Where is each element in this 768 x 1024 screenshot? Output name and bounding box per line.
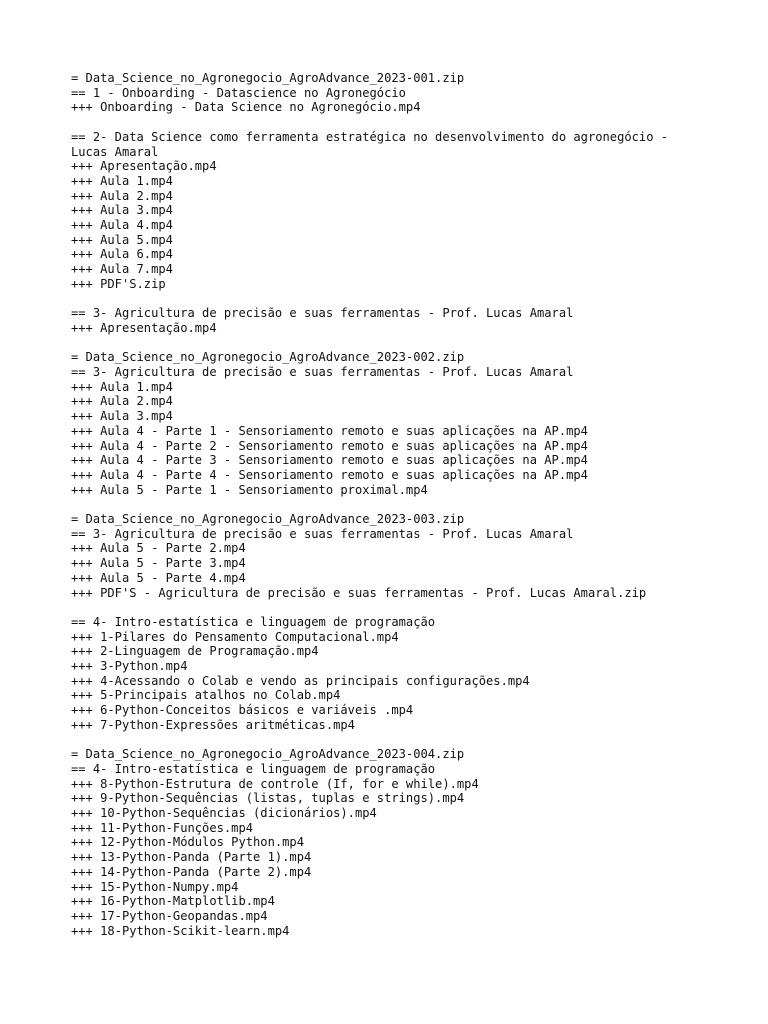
text-line: +++ PDF'S - Agricultura de precisão e suas ferramentas - Prof. Lucas Amaral.zip (71, 585, 647, 600)
text-line: == 4- Intro-estatística e linguagem de programação (71, 761, 436, 776)
text-line: +++ Aula 5 - Parte 1 - Sensoriamento proximal.mp4 (71, 482, 428, 497)
text-line: +++ Aula 5 - Parte 3.mp4 (71, 556, 246, 571)
text-line: +++ Aula 5 - Parte 2.mp4 (71, 541, 246, 556)
text-line: +++ 18-Python-Scikit-learn.mp4 (71, 923, 290, 938)
text-line: +++ 16-Python-Matplotlib.mp4 (71, 894, 275, 909)
text-line: +++ Aula 6.mp4 (71, 247, 173, 262)
text-line: +++ Aula 4 - Parte 4 - Sensoriamento remoto e suas aplicações na AP.mp4 (71, 467, 588, 482)
text-line: +++ Aula 4 - Parte 3 - Sensoriamento remoto e suas aplicações na AP.mp4 (71, 453, 588, 468)
text-line: == 3- Agricultura de precisão e suas ferramentas - Prof. Lucas Amaral (71, 306, 574, 321)
text-line: +++ 8-Python-Estrutura de controle (If, for e while).mp4 (71, 776, 479, 791)
text-line: +++ 4-Acessando o Colab e vendo as principais configurações.mp4 (71, 673, 530, 688)
text-line: +++ 17-Python-Geopandas.mp4 (71, 908, 268, 923)
text-line: +++ PDF'S.zip (71, 276, 166, 291)
text-line: +++ 2-Linguagem de Programação.mp4 (71, 644, 319, 659)
text-line: +++ 6-Python-Conceitos básicos e variáveis .mp4 (71, 703, 414, 718)
text-line: +++ 13-Python-Panda (Parte 1).mp4 (71, 850, 312, 865)
text-line: == 2- Data Science como ferramenta estratégica no desenvolvimento do agronegócio - (71, 129, 669, 144)
text-line: +++ 11-Python-Funções.mp4 (71, 820, 254, 835)
text-line: = Data_Science_no_Agronegocio_AgroAdvance_2023-001.zip (71, 71, 465, 85)
text-line: +++ Aula 3.mp4 (71, 409, 173, 424)
text-line: +++ Aula 2.mp4 (71, 188, 173, 203)
text-line: == 3- Agricultura de precisão e suas ferramentas - Prof. Lucas Amaral (71, 365, 574, 380)
text-block (71, 350, 711, 497)
text-line: +++ Aula 3.mp4 (71, 203, 173, 218)
text-block (71, 130, 711, 292)
text-line: +++ Aula 4 - Parte 2 - Sensoriamento remoto e suas aplicações na AP.mp4 (71, 438, 588, 453)
text-line: +++ Aula 4.mp4 (71, 218, 173, 233)
text-line: +++ Aula 5.mp4 (71, 232, 173, 247)
text-line: +++ 7-Python-Expressões aritméticas.mp4 (71, 717, 355, 732)
document-page (71, 71, 711, 953)
text-line: +++ Apresentação.mp4 (71, 320, 217, 335)
text-line: == 4- Intro-estatística e linguagem de programação (71, 614, 436, 629)
text-line: +++ 12-Python-Módulos Python.mp4 (71, 835, 304, 850)
text-line: Lucas Amaral (71, 144, 159, 159)
text-line: +++ 10-Python-Sequências (dicionários).mp4 (71, 806, 377, 821)
text-line: = Data_Science_no_Agronegocio_AgroAdvance_2023-003.zip (71, 512, 465, 527)
text-block (71, 71, 711, 115)
text-line: +++ 3-Python.mp4 (71, 659, 188, 674)
text-line: +++ Aula 1.mp4 (71, 173, 173, 188)
text-line: +++ 1-Pilares do Pensamento Computacional.mp4 (71, 629, 399, 644)
text-line: +++ 15-Python-Numpy.mp4 (71, 879, 239, 894)
text-line: = Data_Science_no_Agronegocio_AgroAdvance_2023-004.zip (71, 747, 465, 762)
text-line: +++ 5-Principais atalhos no Colab.mp4 (71, 688, 341, 703)
text-block (71, 615, 711, 733)
text-block (71, 747, 711, 938)
text-line: +++ Aula 4 - Parte 1 - Sensoriamento remoto e suas aplicações na AP.mp4 (71, 423, 588, 438)
text-line: +++ Aula 2.mp4 (71, 394, 173, 409)
text-line: +++ Aula 1.mp4 (71, 379, 173, 394)
text-block (71, 512, 711, 600)
text-line: = Data_Science_no_Agronegocio_AgroAdvance_2023-002.zip (71, 350, 465, 365)
text-line: == 3- Agricultura de precisão e suas ferramentas - Prof. Lucas Amaral (71, 526, 574, 541)
text-line: +++ Aula 7.mp4 (71, 262, 173, 277)
text-line: +++ Apresentação.mp4 (71, 159, 217, 174)
text-line: +++ Onboarding - Data Science no Agronegócio.mp4 (71, 100, 421, 115)
text-line: +++ 9-Python-Sequências (listas, tuplas e strings).mp4 (71, 791, 465, 806)
text-line: +++ Aula 5 - Parte 4.mp4 (71, 570, 246, 585)
text-block (71, 306, 711, 335)
text-line: == 1 - Onboarding - Datascience no Agronegócio (71, 85, 406, 100)
text-line: +++ 14-Python-Panda (Parte 2).mp4 (71, 864, 312, 879)
